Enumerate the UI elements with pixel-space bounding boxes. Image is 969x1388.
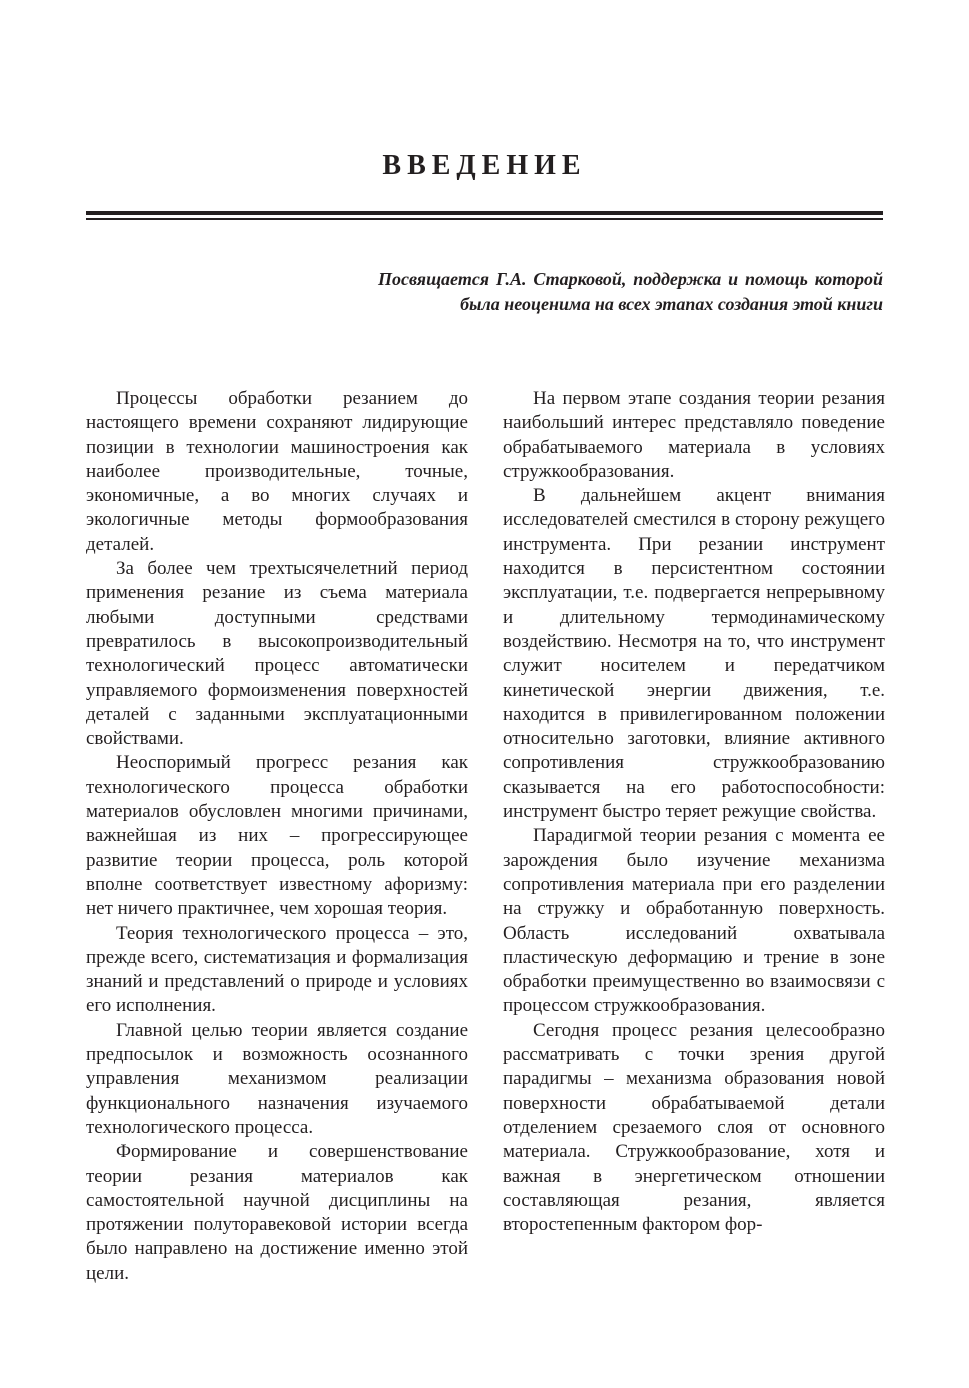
paragraph: Теория технологического процесса – это, прежде всего, систематизация и формализация знаний и представлений о природе и условиях его исполнения. bbox=[86, 922, 468, 1017]
paragraph: В дальнейшем акцент внимания исследователей сместился в сторону режущего инструмента. При резании инструмент находится в персистентном состоянии эксплуатации, т.е. подвергается непрерывному и длительному термодинамическому воздействию. Несмотря на то, что инструмент служит носителем и передатчиком кинетической энергии движения, т.е. находится в привилегированном положении относительно заготовки, влияние активного сопротивления стружкообразованию сказывается на его работоспособности: инструмент быстро теряет режущие свойства. bbox=[503, 485, 885, 823]
title-rule-thick bbox=[86, 211, 883, 215]
title-rule-thin bbox=[86, 218, 883, 220]
right-column bbox=[503, 387, 885, 1237]
paragraph: Парадигмой теории резания с момента ее зарождения было изучение механизма сопротивления материала при его разделении на стружку и обработанную поверхность. Область исследований охватывала пластическую деформацию и трение в зоне обработки преимущественно во взаимосвязи с процессом стружкообразования. bbox=[503, 825, 885, 1017]
paragraph: Сегодня процесс резания целесообразно рассматривать с точки зрения другой парадигмы – механизма образования новой поверхности обрабатываемой детали отделением срезаемого слоя от основного материала. Стружкообразование, хотя и важная в энергетическом отношении составляющая резания, является второстепенным фактором фор- bbox=[503, 1019, 885, 1236]
paragraph: Процессы обработки резанием до настоящего времени сохраняют лидирующие позиции в технологии машиностроения как наиболее производительные, точные, экономичные, а во многих случаях и экологичные методы формообразования деталей. bbox=[86, 388, 468, 555]
paragraph: На первом этапе создания теории резания наибольший интерес представляло поведение обрабатываемого материала в условиях стружкообразования. bbox=[503, 388, 885, 482]
dedication: Посвящается Г.А. Старковой, поддержка и помощь которой была неоценима на всех этапах создания этой книги bbox=[378, 269, 883, 314]
paragraph: За более чем трехтысячелетний период применения резание из съема материала любыми доступными средствами превратилось в высокопроизводительный технологический процесс автоматически управляемого формоизменения поверхностей деталей с заданными эксплуатационными свойствами. bbox=[86, 558, 468, 750]
paragraph: Формирование и совершенствование теории резания материалов как самостоятельной научной дисциплины на протяжении полуторавековой истории всегда было направлено на достижение именно этой цели. bbox=[86, 1141, 468, 1284]
left-column bbox=[86, 387, 468, 1286]
paragraph: Неоспоримый прогресс резания как технологического процесса обработки материалов обусловлен многими причинами, важнейшая из них – прогрессирующее развитие теории процесса, роль которой вполне соответствует известному афоризму: нет ничего практичнее, чем хорошая теория. bbox=[86, 752, 468, 920]
chapter-title: ВВЕДЕНИЕ bbox=[382, 150, 587, 181]
paragraph: Главной целью теории является создание предпосылок и возможность осознанного управления механизмом реализации функционального назначения изучаемого технологического процесса. bbox=[86, 1019, 468, 1138]
